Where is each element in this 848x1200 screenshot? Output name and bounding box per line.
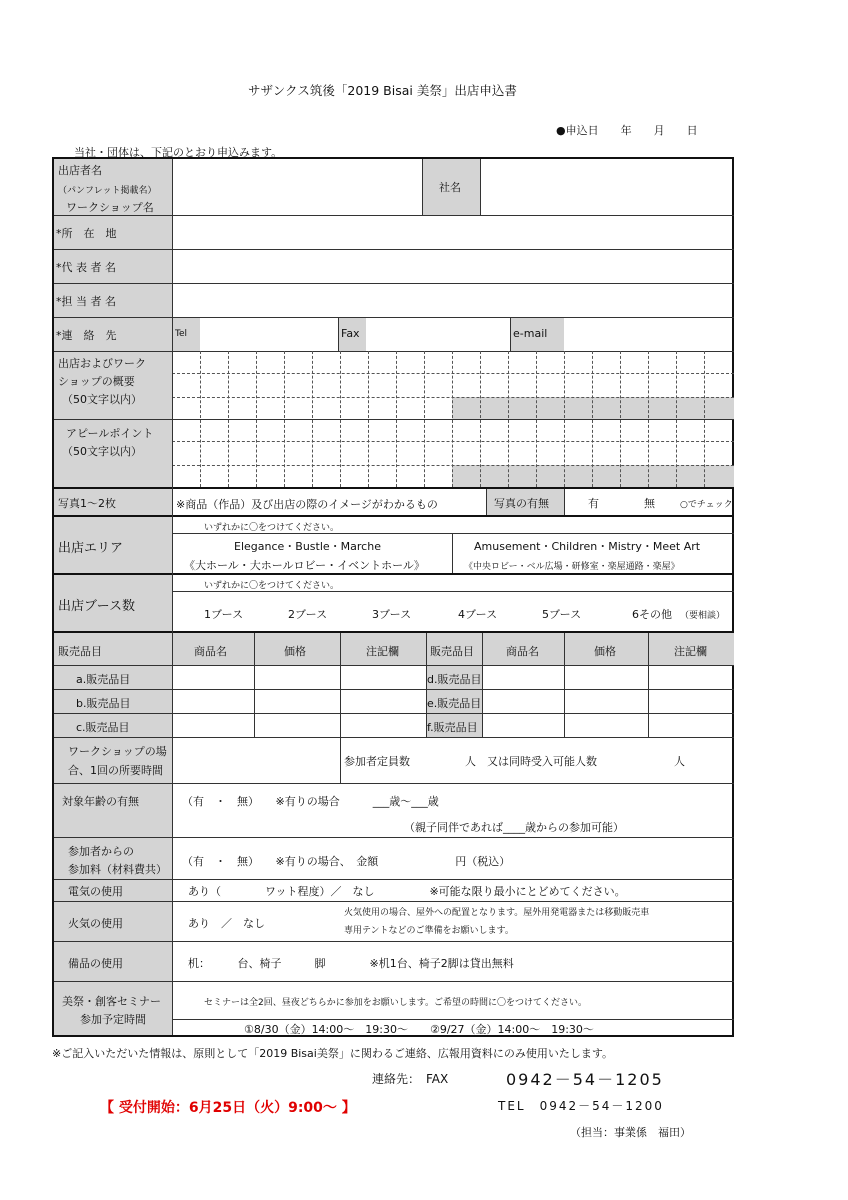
photo-yes-option[interactable]: 有 [588,497,599,510]
ws-time-label-2: 合、1回の所要時間 [68,764,163,777]
company-field[interactable] [481,160,733,214]
item-b-label: b.販売品目 [76,697,131,710]
representative-label: *代 表 者 名 [56,261,116,274]
photo-exist-label: 写真の有無 [494,497,549,510]
remarks-header-left: 注記欄 [366,645,399,658]
price-header-right: 価格 [594,645,616,658]
fax-number: 0942－54－1205 [506,1070,664,1089]
company-label: 社名 [439,181,461,194]
exhibitor-name-label: 出店者名 [58,164,102,177]
application-date: ●申込日 年 月 日 [556,124,698,137]
tel-number: TEL 0942－54－1200 [498,1099,664,1113]
booth-label: 出店ブース数 [58,599,135,614]
booth-option-1[interactable]: 1ブース [204,608,244,621]
privacy-note: ※ご記入いただいた情報は、原則として「2019 Bisai美祭」に関わるご連絡、広報用資料にのみ使用いたします。 [52,1047,613,1060]
age-line[interactable]: （有 ・ 無） ※有りの場合 ___歳～___歳 [182,795,439,808]
product-name-header-right: 商品名 [506,645,539,658]
appeal-grid[interactable] [173,420,733,486]
overview-label-2: ショップの概要 [58,375,135,388]
fee-label-2: 参加料（材料費共） [68,863,167,876]
representative-field[interactable] [173,250,733,282]
appeal-label-1: アピールポイント [66,427,154,440]
booth-option-2[interactable]: 2ブース [288,608,328,621]
photo-no-option[interactable]: 無 [644,497,655,510]
item-c-label: c.販売品目 [76,721,130,734]
booth-option-6[interactable]: 6その他 [632,608,672,621]
person-in-charge-label: *担 当 者 名 [56,295,116,308]
item-d-label: d.販売品目 [427,673,482,686]
equipment-line[interactable]: 机： 台、椅子 脚 ※机1台、椅子2脚は貸出無料 [188,957,514,970]
remarks-header-right: 注記欄 [674,645,707,658]
area-option-2[interactable]: Amusement・Children・Mistry・Meet Art [474,540,701,553]
age-label: 対象年齢の有無 [62,795,139,808]
electricity-label: 電気の使用 [68,885,123,898]
sales-items-d-f-fields[interactable] [483,666,733,736]
photo-note: ※商品（作品）及び出店の際のイメージがわかるもの [176,498,438,511]
overview-label-1: 出店およびワーク [58,357,146,370]
fax-label: Fax [341,327,360,340]
page-title: サザンクス筑後「2019 Bisai 美祭」出店申込書 [248,83,517,98]
workshop-name-label: ワークショップ名 [66,201,154,214]
contact-label: 連絡先： FAX [372,1072,449,1086]
sales-items-a-c-fields[interactable] [173,666,425,736]
ws-time-field[interactable] [173,738,339,782]
electricity-line[interactable]: あり（ ワット程度）／ なし ※可能な限り最小にとどめてください。 [188,885,626,898]
fire-note-2: 専用テントなどのご準備をお願いします。 [344,926,514,936]
person-in-charge-field[interactable] [173,284,733,316]
application-form [52,157,734,1037]
pamphlet-label: （パンフレット掲載名） [58,186,157,196]
equipment-label: 備品の使用 [68,957,123,970]
seminar-label-2: 参加予定時間 [80,1013,146,1026]
booth-consult-note: （要相談） [680,611,726,621]
item-a-label: a.販売品目 [76,673,131,686]
ws-time-label-1: ワークショップの場 [68,745,167,758]
booth-option-5[interactable]: 5ブース [542,608,582,621]
booth-option-3[interactable]: 3ブース [372,608,412,621]
seminar-note: セミナーは全2回、昼夜どちらかに参加をお願いします。ご希望の時間に〇をつけてください。 [204,998,588,1008]
seminar-times[interactable]: ①8/30（金）14:00～ 19:30～ ②9/27（金）14:00～ 19:30～ [244,1023,594,1036]
exhibitor-name-field[interactable] [173,160,421,214]
area-option-1-venues: 《大ホール・大ホールロビー・イベントホール》 [184,559,425,572]
address-field[interactable] [173,216,733,248]
tel-label: Tel [175,329,188,339]
email-field[interactable] [565,318,733,350]
fax-field[interactable] [367,318,509,350]
sales-items-header-right: 販売品目 [430,645,474,658]
fire-label: 火気の使用 [68,917,123,930]
overview-label-3: （50文字以内） [62,393,142,406]
overview-grid[interactable] [173,352,733,418]
intro-text: 当社・団体は、下記のとおり申込みます。 [74,146,283,159]
contact-label: *連 絡 先 [56,329,117,342]
booth-option-4[interactable]: 4ブース [458,608,498,621]
appeal-label-2: （50文字以内） [62,445,142,458]
area-label: 出店エリア [58,541,124,556]
area-option-2-venues: 《中央ロビー・ベル広場・研修室・楽屋通路・楽屋》 [464,562,680,572]
seminar-label-1: 美祭・創客セミナー [62,995,161,1008]
reception-start: 【 受付開始：6月25日（火）9:00～ 】 [100,1100,356,1116]
capacity-line: 参加者定員数 人 又は同時受入可能人数 人 [344,755,685,768]
fee-label-1: 参加者からの [68,845,134,858]
email-label: e-mail [513,327,548,340]
item-e-label: e.販売品目 [427,697,482,710]
person-in-charge-note: （担当：事業係 福田） [570,1126,691,1139]
fire-note-1: 火気使用の場合、屋外への配置となります。屋外用発電器または移動販売車 [344,908,650,918]
sales-items-label: 販売品目 [58,645,102,658]
area-circle-note: いずれかに〇をつけてください。 [204,523,340,533]
fire-line[interactable]: あり ／ なし [188,917,265,930]
product-name-header-left: 商品名 [194,645,227,658]
address-label: *所 在 地 [56,227,117,240]
booth-circle-note: いずれかに〇をつけてください。 [204,581,340,591]
check-note: ○でチェック [680,500,733,510]
age-line-parent[interactable]: （親子同伴であれば____歳からの参加可能） [404,821,624,834]
tel-field[interactable] [201,318,337,350]
area-option-1[interactable]: Elegance・Bustle・Marche [234,540,381,553]
fee-line[interactable]: （有 ・ 無） ※有りの場合、 金額 円（税込） [182,855,511,868]
price-header-left: 価格 [284,645,306,658]
photo-label: 写真1～2枚 [58,497,116,510]
item-f-label: f.販売品目 [427,721,478,734]
